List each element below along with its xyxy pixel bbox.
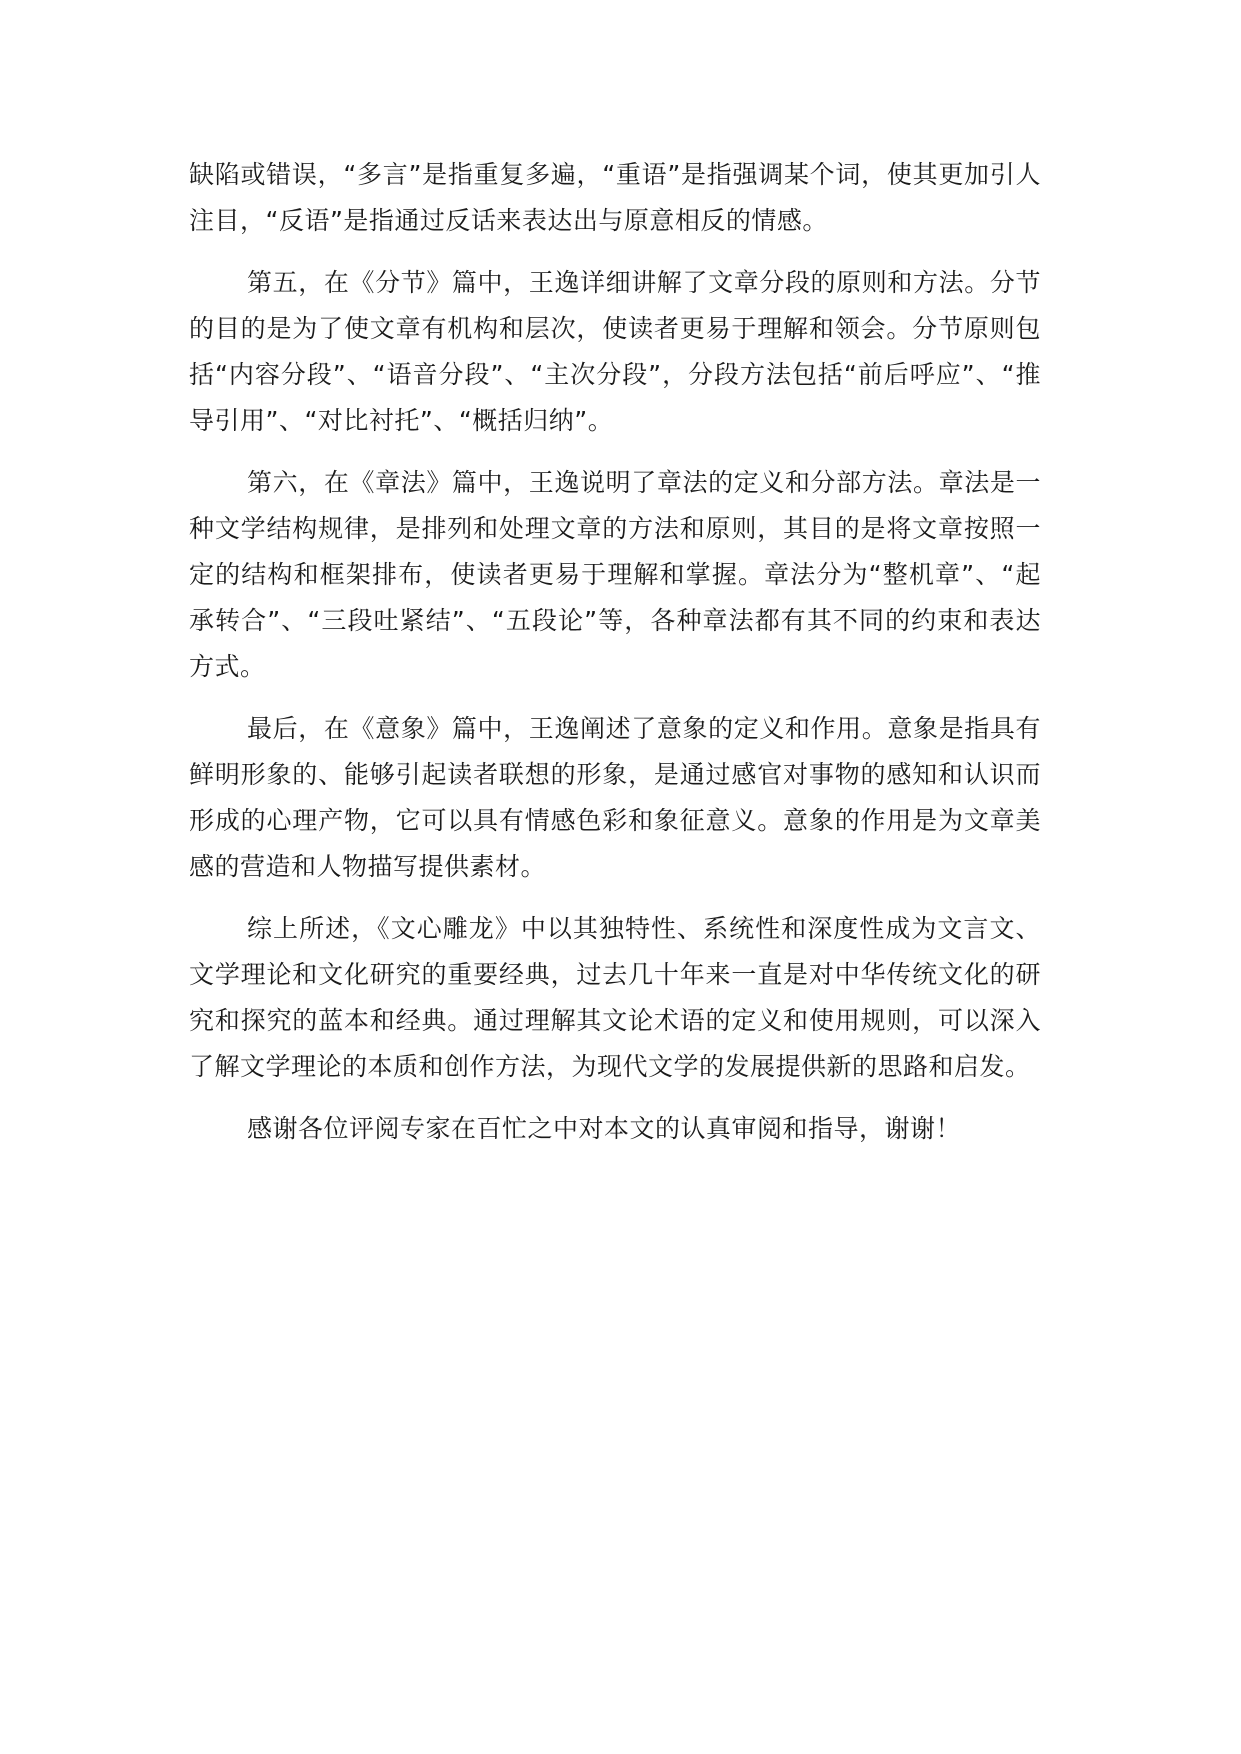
- paragraph-continuation: 缺陷或错误，“多言”是指重复多遍，“重语”是指强调某个词，使其更加引人注目，“反语”是指通过反话来表达出与原意相反的情感。: [189, 160, 1041, 235]
- paragraph-section-five: 第五，在《分节》篇中，王逸详细讲解了文章分段的原则和方法。分节的目的是为了使文章有机构和层次，使读者更易于理解和领会。分节原则包括“内容分段”、“语音分段”、“主次分段”，分段方法包括“前后呼应”、“推导引用”、“对比衬托”、“概括归纳”。: [189, 268, 1041, 435]
- paragraph-section-last: 最后，在《意象》篇中，王逸阐述了意象的定义和作用。意象是指具有鲜明形象的、能够引起读者联想的形象，是通过感官对事物的感知和认识而形成的心理产物，它可以具有情感色彩和象征意义。意象的作用是为文章美感的营造和人物描写提供素材。: [189, 714, 1041, 881]
- paragraph-conclusion: 综上所述，《文心雕龙》中以其独特性、系统性和深度性成为文言文、文学理论和文化研究的重要经典，过去几十年来一直是对中华传统文化的研究和探究的蓝本和经典。通过理解其文论术语的定义和使用规则，可以深入了解文学理论的本质和创作方法，为现代文学的发展提供新的思路和启发。: [189, 914, 1041, 1081]
- document-body: [189, 152, 1041, 1168]
- paragraph-section-six: 第六，在《章法》篇中，王逸说明了章法的定义和分部方法。章法是一种文学结构规律，是排列和处理文章的方法和原则，其目的是将文章按照一定的结构和框架排布，使读者更易于理解和掌握。章法分为“整机章”、“起承转合”、“三段吐紧结”、“五段论”等，各种章法都有其不同的约束和表达方式。: [189, 468, 1041, 681]
- paragraph-acknowledgement: 感谢各位评阅专家在百忙之中对本文的认真审阅和指导，谢谢！: [247, 1114, 962, 1143]
